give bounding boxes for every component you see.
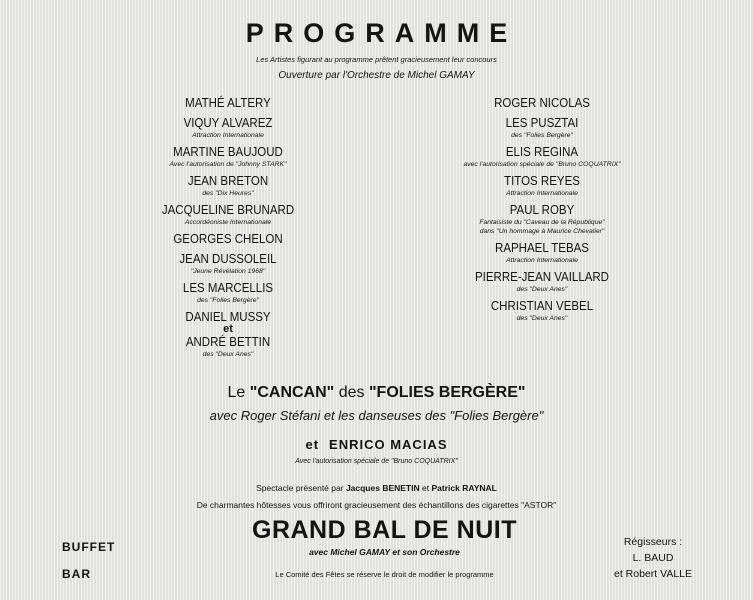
artist-name: JEAN DUSSOLEIL <box>179 252 277 266</box>
artist-entry <box>402 203 682 236</box>
presenter-2: Patrick RAYNAL <box>431 483 497 493</box>
artist-credit: des "Deux Anes" <box>516 315 568 322</box>
hostesses-line: De charmantes hôtesses vous offriront gracieusement des échantillons des cigarettes "ASTOR" <box>196 500 557 510</box>
artist-credit: Attraction Internationale <box>506 190 578 197</box>
artist-entry <box>402 270 682 294</box>
artist-credit: des "Deux Anes" <box>202 351 254 358</box>
bal-heading: GRAND BAL DE NUIT <box>252 516 517 544</box>
artist-name: TITOS REYES <box>504 174 580 188</box>
macias-heading <box>0 437 753 452</box>
artist-name: PIERRE-JEAN VAILLARD <box>474 270 610 284</box>
artist-name: VIQUY ALVAREZ <box>183 116 273 130</box>
artist-entry <box>88 232 368 247</box>
cancan-le: Le <box>227 384 246 401</box>
artist-credit: "Jeune Révélation 1968" <box>190 268 266 275</box>
overture-line: Ouverture par l'Orchestre de Michel GAMAY <box>278 70 475 81</box>
artist-credit: Accordéoniste Internationale <box>184 219 272 226</box>
artist-name: LES PUSZTAI <box>505 116 579 130</box>
cancan-subtitle: avec Roger Stéfani et les danseuses des "Folies Bergère" <box>209 408 544 423</box>
artist-name: ELIS REGINA <box>505 145 579 159</box>
artist-credit: Fantaisiste du "Caveau de la République" <box>479 219 605 226</box>
artist-credit: des "Folies Bergère" <box>511 132 573 139</box>
regisseur-1: L. BAUD <box>632 552 674 564</box>
artists-note: Les Artistes figurant au programme prêtent gracieusement leur concours <box>256 55 497 64</box>
artist-entry <box>88 174 368 198</box>
artist-entry <box>402 116 682 140</box>
presenter-1: Jacques BENETIN <box>345 483 420 493</box>
macias-et: et <box>305 437 320 452</box>
presented-prefix: Spectacle présenté par <box>256 483 344 493</box>
artist-credit: Attraction Internationale <box>506 257 578 264</box>
buffet-label: BUFFET <box>62 540 116 554</box>
artist-entry <box>88 281 368 305</box>
artist-name: MARTINE BAUJOUD <box>173 145 283 159</box>
artist-entry <box>88 252 368 276</box>
page-title: PROGRAMME <box>245 18 518 48</box>
macias-subtitle: Avec l'autorisation spéciale de "Bruno COQUATRIX" <box>295 458 458 465</box>
cancan-heading <box>0 384 753 402</box>
macias-name: ENRICO MACIAS <box>329 437 448 452</box>
artist-column-right <box>402 96 682 328</box>
artist-entry <box>402 299 682 323</box>
artist-name: DANIEL MUSSY <box>185 310 271 324</box>
artist-credit: Avec l'autorisation de "Johnny STARK" <box>169 161 287 168</box>
regisseurs-label: Régisseurs : <box>623 536 683 548</box>
artist-entry <box>402 174 682 198</box>
regisseur-2: et Robert VALLE <box>613 568 693 580</box>
artist-credit: des "Dix Heures" <box>202 190 254 197</box>
artist-credit: avec l'autorisation spéciale de "Bruno COQUATRIX" <box>463 161 621 168</box>
artist-entry <box>88 96 368 111</box>
artist-entry <box>402 96 682 111</box>
presented-and: et <box>422 483 430 493</box>
artist-credit: des "Folies Bergère" <box>197 297 259 304</box>
artist-entry <box>88 203 368 227</box>
cancan-des: des <box>338 384 365 401</box>
artist-name: LES MARCELLIS <box>182 281 274 295</box>
artist-name: ROGER NICOLAS <box>494 96 590 110</box>
disclaimer: Le Comité des Fêtes se réserve le droit de modifier le programme <box>275 570 494 579</box>
artist-name: PAUL ROBY <box>509 203 575 217</box>
artist-entry <box>88 116 368 140</box>
artist-name: GEORGES CHELON <box>173 232 283 246</box>
artist-entry <box>88 310 368 325</box>
artist-entry <box>88 335 368 359</box>
artist-name: JACQUELINE BRUNARD <box>161 203 295 217</box>
artist-name: ANDRÉ BETTIN <box>185 335 271 349</box>
presented-by <box>0 483 753 493</box>
bar-label: BAR <box>62 567 91 581</box>
artist-name: CHRISTIAN VEBEL <box>490 299 594 313</box>
artist-credit: des "Deux Anes" <box>516 286 568 293</box>
and-connector: et <box>223 323 233 335</box>
artist-column-left <box>88 96 368 364</box>
cancan-name: "CANCAN" <box>249 384 335 401</box>
artist-name: JEAN BRETON <box>187 174 269 188</box>
artist-credit: Attraction Internationale <box>192 132 264 139</box>
artist-entry <box>402 145 682 169</box>
cancan-folies: "FOLIES BERGÈRE" <box>368 384 526 401</box>
artist-name: RAPHAEL TEBAS <box>495 241 589 255</box>
regisseurs-block <box>598 534 708 582</box>
artist-name: MATHÉ ALTERY <box>185 96 271 110</box>
artist-credit: dans "Un hommage à Maurice Chevalier" <box>479 228 605 235</box>
bal-subtitle: avec Michel GAMAY et son Orchestre <box>309 547 460 557</box>
artist-entry <box>402 241 682 265</box>
artist-entry <box>88 145 368 169</box>
